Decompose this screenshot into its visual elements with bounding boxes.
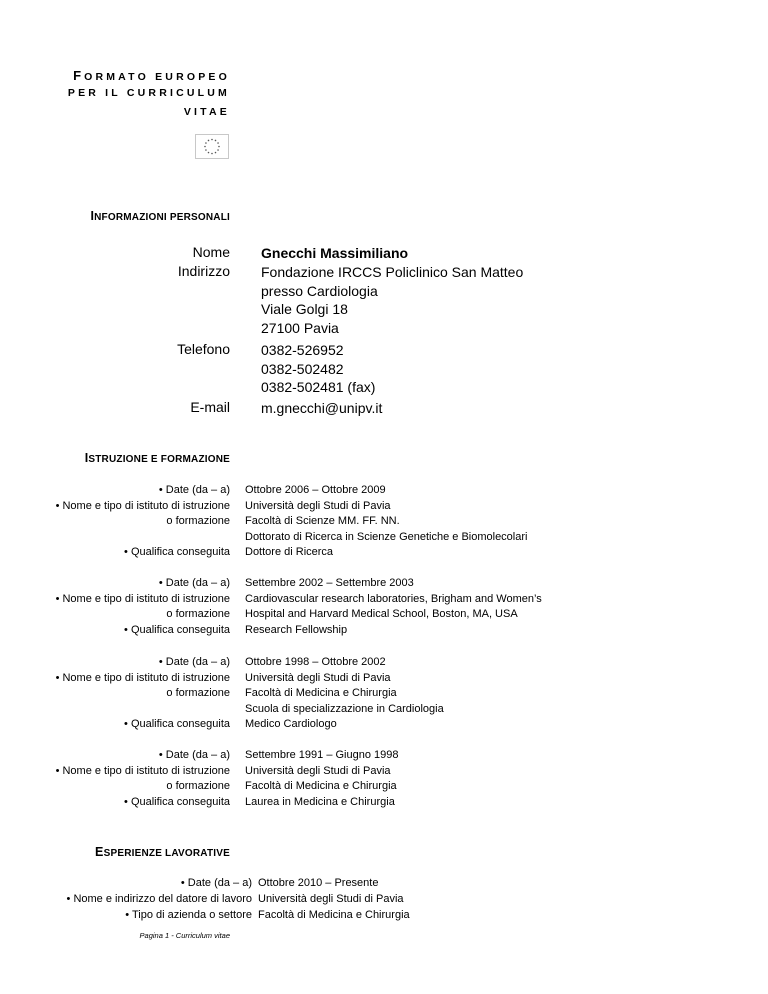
- star-icon: [217, 142, 219, 144]
- phone-line: 0382-502481 (fax): [261, 379, 376, 395]
- edu-date: Settembre 2002 – Settembre 2003: [245, 577, 414, 589]
- address-line: Viale Golgi 18: [261, 301, 348, 317]
- edu-institute: Scuola di specializzazione in Cardiologia: [245, 702, 444, 715]
- email-value[interactable]: m.gnecchi@unipv.it: [261, 400, 383, 416]
- star-icon: [208, 152, 210, 154]
- star-icon: [205, 142, 207, 144]
- edu-entry-2: [245, 576, 542, 638]
- star-icon: [215, 140, 217, 142]
- section-work: ESPERIENZE LAVORATIVE: [95, 845, 230, 859]
- eu-stars-icon: [196, 135, 228, 158]
- edu-labels: [56, 576, 230, 638]
- edu-institute: Università degli Studi di Pavia: [245, 764, 391, 777]
- date-label: • Date (da – a): [158, 577, 230, 589]
- work-employer: Università degli Studi di Pavia: [258, 893, 404, 905]
- address-label: Indirizzo: [177, 263, 230, 279]
- edu-qualification: Research Fellowship: [245, 623, 348, 636]
- work-entry-1: [258, 875, 410, 923]
- phone-line: 0382-526952: [261, 342, 344, 358]
- star-icon: [211, 139, 213, 141]
- date-label: • Date (da – a): [158, 484, 230, 496]
- work-date: Ottobre 2010 – Presente: [258, 877, 379, 889]
- section-education: ISTRUZIONE E FORMAZIONE: [84, 451, 230, 465]
- email-label: E-mail: [190, 399, 230, 415]
- address-line: presso Cardiologia: [261, 282, 378, 299]
- star-icon: [217, 149, 219, 151]
- address-line: 27100 Pavia: [261, 319, 339, 336]
- qualification-label: • Qualifica conseguita: [124, 546, 230, 558]
- work-company-type: Facoltà di Medicina e Chirurgia: [258, 909, 410, 921]
- phone-label: Telefono: [177, 341, 230, 357]
- edu-institute: Hospital and Harvard Medical School, Boston, MA, USA: [245, 608, 518, 621]
- star-icon: [205, 149, 207, 151]
- edu-labels: [56, 483, 230, 530]
- eu-flag-icon: [195, 134, 229, 159]
- qualification-label: • Qualifica conseguita: [124, 795, 230, 808]
- qualification-label: • Qualifica conseguita: [124, 718, 230, 730]
- institute-label: • Nome e tipo di istituto di istruzione: [55, 499, 230, 512]
- edu-entry-3: [245, 655, 444, 733]
- edu-institute: Facoltà di Medicina e Chirurgia: [245, 687, 397, 700]
- edu-date: Ottobre 2006 – Ottobre 2009: [245, 484, 386, 496]
- page-footer: Pagina 1 - Curriculum vitae: [139, 931, 230, 940]
- title-rest: ORMATO EUROPEO: [84, 71, 230, 83]
- name-label: Nome: [192, 244, 230, 260]
- edu-entry-1: [245, 483, 527, 561]
- edu-qualification: Laurea in Medicina e Chirurgia: [245, 795, 395, 808]
- address-line: Fondazione IRCCS Policlinico San Matteo: [261, 264, 524, 280]
- phone-line: 0382-502482: [261, 360, 344, 377]
- edu-institute: Università degli Studi di Pavia: [245, 499, 391, 512]
- institute-label: • Nome e tipo di istituto di istruzione: [55, 671, 230, 684]
- date-label: • Date (da – a): [158, 749, 230, 761]
- edu-entry-4: [245, 748, 399, 810]
- edu-qualification: Dottore di Ricerca: [245, 546, 334, 559]
- star-icon: [211, 153, 213, 155]
- edu-institute: Università degli Studi di Pavia: [245, 671, 391, 684]
- title-initial: F: [73, 68, 85, 83]
- company-type-label: • Tipo di azienda o settore: [125, 909, 252, 921]
- address-value: [261, 263, 523, 337]
- edu-date: Settembre 1991 – Giugno 1998: [245, 749, 399, 761]
- title-line-1: [73, 68, 230, 83]
- institute-label-cont: o formazione: [166, 515, 230, 528]
- institute-label-cont: o formazione: [166, 780, 230, 793]
- star-icon: [204, 146, 206, 148]
- edu-institute: Cardiovascular research laboratories, Brigham and Women’s: [245, 592, 542, 605]
- star-icon: [208, 140, 210, 142]
- edu-institute: Facoltà di Scienze MM. FF. NN.: [245, 515, 400, 528]
- edu-labels: [56, 748, 230, 810]
- edu-institute: Facoltà di Medicina e Chirurgia: [245, 780, 397, 793]
- edu-qualification: Medico Cardiologo: [245, 718, 337, 731]
- institute-label-cont: o formazione: [166, 687, 230, 700]
- employer-label: • Nome e indirizzo del datore di lavoro: [66, 893, 252, 905]
- institute-label-cont: o formazione: [166, 608, 230, 621]
- work-labels: [67, 875, 252, 923]
- section-personal-info: INFORMAZIONI PERSONALI: [90, 209, 230, 223]
- star-icon: [218, 146, 220, 148]
- title-line-2: PER IL CURRICULUM: [67, 87, 230, 99]
- institute-label: • Nome e tipo di istituto di istruzione: [55, 764, 230, 777]
- name-value: Gnecchi Massimiliano: [261, 245, 409, 261]
- title-line-3: VITAE: [183, 106, 230, 118]
- edu-date: Ottobre 1998 – Ottobre 2002: [245, 656, 386, 668]
- work-date-label: • Date (da – a): [180, 877, 252, 889]
- edu-labels: [56, 655, 230, 702]
- star-icon: [215, 152, 217, 154]
- edu-institute: Dottorato di Ricerca in Scienze Genetiche e Biomolecolari: [245, 530, 528, 543]
- phone-value: [261, 341, 375, 397]
- qualification-label: • Qualifica conseguita: [124, 623, 230, 636]
- date-label: • Date (da – a): [158, 656, 230, 668]
- institute-label: • Nome e tipo di istituto di istruzione: [55, 592, 230, 605]
